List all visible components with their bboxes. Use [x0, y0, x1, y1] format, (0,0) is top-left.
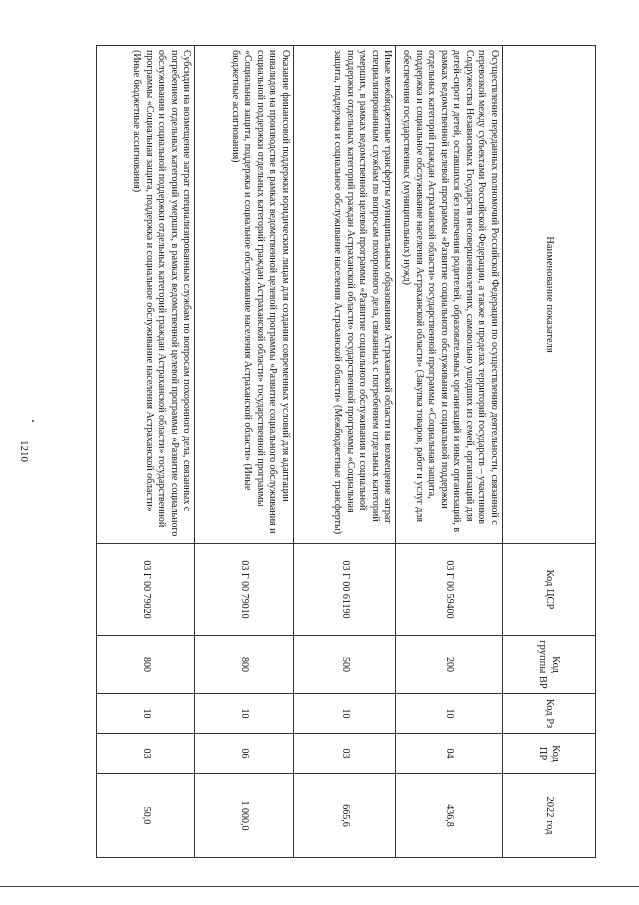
scan-speck	[32, 420, 34, 422]
table-row	[97, 46, 195, 858]
header-csr: Код ЦСР	[503, 544, 596, 636]
row-pr: 06	[195, 734, 293, 774]
row-amount: 50,0	[97, 774, 195, 858]
row-vr: 500	[293, 636, 396, 694]
row-vr: 800	[97, 636, 195, 694]
row-name: Субсидии на возмещение затрат специализированным службам по вопросам похоронного дела, связанных с погребением отдельных категорий умерших, в рамках ведомственной целевой программы «Развитие социального обслуживания и социальной поддержки отдельных категорий граждан Астраханской области» государственной программы «Социальная защита, поддержка и социальное обслуживание населения Астраханской области» (Иные бюджетные ассигнования)	[97, 46, 195, 544]
rotated-table-wrapper	[96, 45, 596, 857]
row-name: Оказание финансовой поддержки юридическим лицам для создания современных условий для адаптации инвалидов на производстве в рамках ведомственной целевой программы «Развитие социального обслуживания и социальной поддержки отдельных категорий граждан Астраханской области» государственной программы «Социальная защита, поддержка и социальное обслуживание населения Астраханской области» (Иные бюджетные ассигнования)	[195, 46, 293, 544]
header-year: 2022 год	[503, 774, 596, 858]
row-rz: 10	[293, 694, 396, 734]
row-csr: 03 Г 00 61190	[293, 544, 396, 636]
row-csr: 03 Г 00 59400	[396, 544, 503, 636]
header-rz: Код Рз	[503, 694, 596, 734]
row-pr: 03	[97, 734, 195, 774]
row-vr: 800	[195, 636, 293, 694]
row-name: Осуществление переданных полномочий Российской Федерации по осуществлению деятельности, связанной с перевозкой между субъектами Российской Федерации, а также в пределах территорий государств – участников Содружества Независимых Государств несовершеннолетних, самовольно ушедших из семей, организаций для детей-сирот и детей, оставшихся без попечения родителей, образовательных организаций и иных организаций, в рамках ведомственной целевой программы «Развитие социального обслуживания и социальной поддержки отдельных категорий граждан Астраханской области» государственной программы «Социальная защита, поддержка и социальное обслуживание населения Астраханской области» (Закупка товаров, работ и услуг для обеспечения государственных (муниципальных) нужд)	[396, 46, 503, 544]
table-row	[195, 46, 293, 858]
row-amount: 1 000,0	[195, 774, 293, 858]
page-number: 1210	[18, 440, 30, 462]
header-pr: Код ПР	[503, 734, 596, 774]
row-pr: 04	[396, 734, 503, 774]
row-rz: 10	[195, 694, 293, 734]
footer-rule	[0, 886, 639, 887]
row-amount: 436,8	[396, 774, 503, 858]
header-name: Наименование показателя	[503, 46, 596, 544]
row-rz: 10	[396, 694, 503, 734]
table-row	[293, 46, 396, 858]
row-vr: 200	[396, 636, 503, 694]
row-name: Иные межбюджетные трансферты муниципальным образованиям Астраханской области на возмещение затрат специализированным службам по вопросам похоронного дела, связанных с погребением отдельных категорий умерших, в рамках ведомственной целевой программы «Развитие социального обслуживания и социальной поддержки отдельных категорий граждан Астраханской области» государственной программы «Социальная защита, поддержка и социальное обслуживание населения Астраханской области» (Межбюджетные трансферты)	[293, 46, 396, 544]
row-pr: 03	[293, 734, 396, 774]
row-rz: 10	[97, 694, 195, 734]
table-row	[396, 46, 503, 858]
table-header-row	[503, 46, 596, 858]
row-csr: 03 Г 00 79020	[97, 544, 195, 636]
row-amount: 665,6	[293, 774, 396, 858]
header-vr: Код группы ВР	[503, 636, 596, 694]
row-csr: 03 Г 00 79010	[195, 544, 293, 636]
budget-table	[96, 45, 596, 858]
